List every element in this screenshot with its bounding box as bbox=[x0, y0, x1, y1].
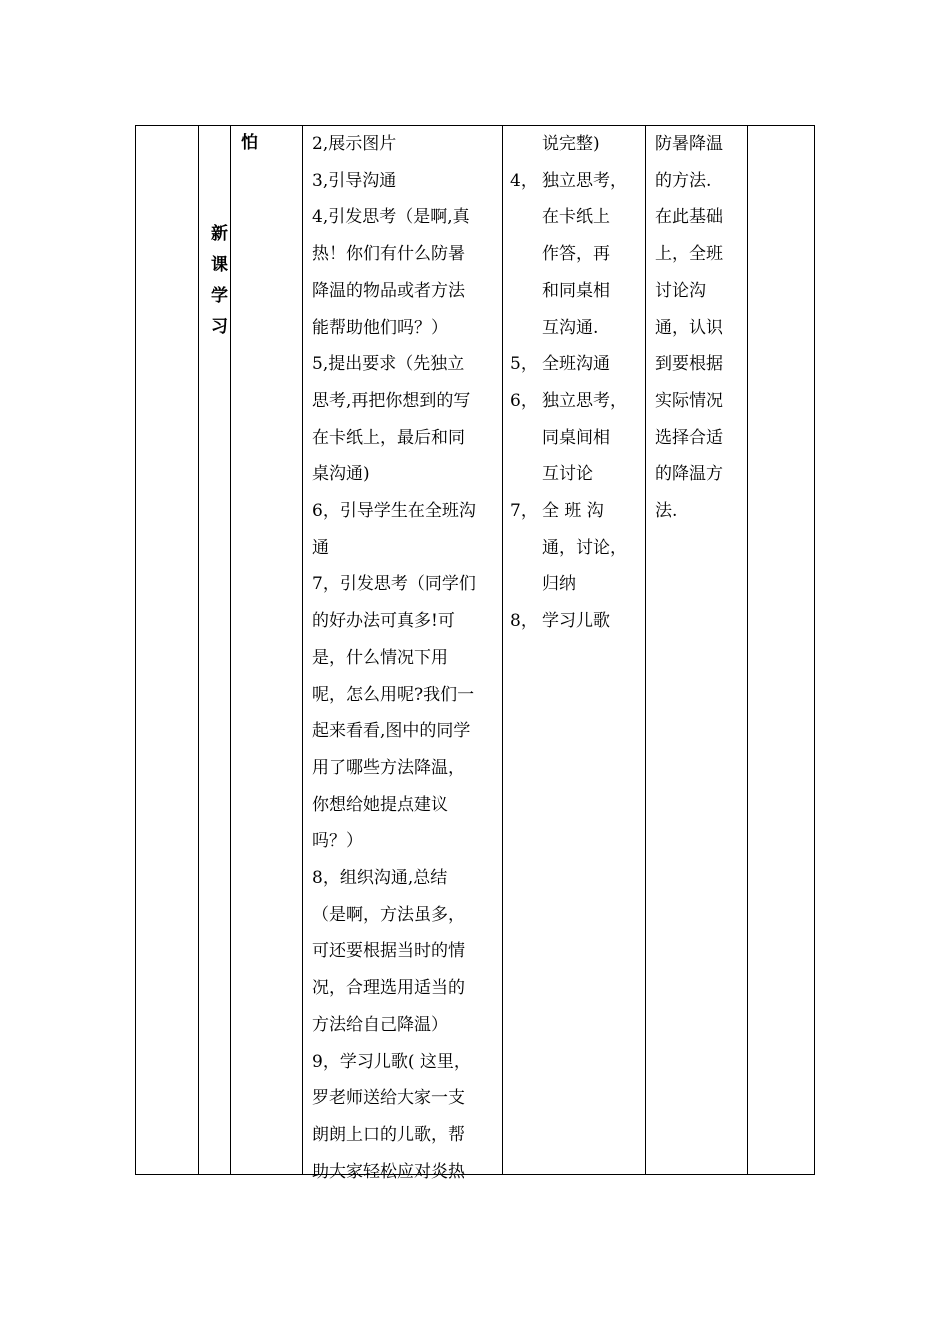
teacher-line: 的好办法可真多!可 bbox=[312, 611, 455, 632]
intent-line: 防暑降温 bbox=[655, 134, 723, 154]
intent-line: 选择合适 bbox=[655, 427, 723, 448]
intent-line: 到要根据 bbox=[655, 354, 723, 375]
teacher-line: 可还要根据当时的情 bbox=[312, 941, 465, 962]
student-line-text: 和同桌相 bbox=[542, 280, 610, 301]
student-line-text: 互讨论 bbox=[542, 464, 593, 485]
teacher-line: 桌沟通) bbox=[312, 464, 370, 485]
teacher-line: 降温的物品或者方法 bbox=[312, 280, 465, 301]
teacher-line: 呢，怎么用呢?我们一 bbox=[312, 684, 475, 705]
student-line-text: 独立思考， bbox=[542, 170, 627, 191]
student-line bbox=[510, 273, 638, 310]
intent-line: 通，认识 bbox=[655, 317, 723, 338]
teacher-line: 6，引导学生在全班沟 bbox=[312, 501, 476, 522]
student-line bbox=[510, 126, 638, 163]
intent-line: 在此基础 bbox=[655, 207, 723, 228]
student-line bbox=[510, 383, 638, 420]
column-divider bbox=[302, 126, 303, 1174]
student-line-number: 6， bbox=[510, 390, 538, 411]
teacher-line: 思考,再把你想到的写 bbox=[312, 390, 471, 411]
teacher-line: 通 bbox=[312, 537, 329, 558]
teacher-line: （是啊，方法虽多， bbox=[312, 904, 465, 925]
student-line-text: 通，讨论， bbox=[542, 537, 627, 558]
student-line bbox=[510, 530, 638, 567]
teacher-line: 助大家轻松应对炎热 bbox=[312, 1161, 465, 1182]
student-line bbox=[510, 236, 638, 273]
student-line bbox=[510, 566, 638, 603]
student-line bbox=[510, 420, 638, 457]
teacher-line: 热！你们有什么防暑 bbox=[312, 244, 465, 265]
lesson-plan-table bbox=[135, 125, 815, 1182]
teacher-line: 是，什么情况下用 bbox=[312, 647, 448, 668]
topic-label: 怕 bbox=[241, 133, 258, 153]
student-line-text: 作答，再 bbox=[542, 244, 610, 265]
teacher-line: 你想给她提点建议 bbox=[312, 794, 448, 815]
teacher-line: 况，合理选用适当的 bbox=[312, 978, 465, 999]
student-activity-cell bbox=[510, 126, 638, 640]
teacher-line: 起来看看,图中的同学 bbox=[312, 721, 471, 742]
student-line-number: 8， bbox=[510, 611, 538, 632]
student-line-text: 说完整) bbox=[542, 134, 600, 154]
teacher-line: 能帮助他们吗？） bbox=[312, 317, 448, 338]
student-line bbox=[510, 603, 638, 640]
intent-line: 法. bbox=[655, 501, 678, 522]
student-line bbox=[510, 163, 638, 200]
intent-line: 实际情况 bbox=[655, 390, 723, 411]
intent-line: 上，全班 bbox=[655, 244, 723, 265]
student-line bbox=[510, 310, 638, 347]
student-line-number: 7， bbox=[510, 501, 538, 522]
student-line bbox=[510, 346, 638, 383]
intent-line: 的降温方 bbox=[655, 464, 723, 485]
teacher-line: 8，组织沟通,总结 bbox=[312, 868, 448, 889]
teacher-line: 5,提出要求（先独立 bbox=[312, 354, 465, 375]
student-line-text: 归纳 bbox=[542, 574, 576, 595]
teacher-line: 2,展示图片 bbox=[312, 134, 397, 154]
teacher-line: 3,引导沟通 bbox=[312, 170, 397, 191]
student-line-text: 全班沟通 bbox=[542, 354, 610, 375]
column-divider bbox=[747, 126, 748, 1174]
student-line-text: 全 班 沟 bbox=[542, 501, 604, 522]
student-line bbox=[510, 199, 638, 236]
teacher-line: 9，学习儿歌( 这里， bbox=[312, 1051, 471, 1072]
teacher-line: 4,引发思考（是啊,真 bbox=[312, 207, 470, 228]
student-line-text: 学习儿歌 bbox=[542, 611, 610, 632]
student-line bbox=[510, 456, 638, 493]
intent-line: 讨论沟 bbox=[655, 280, 706, 301]
column-divider bbox=[645, 126, 646, 1174]
student-line-number: 5， bbox=[510, 354, 538, 375]
design-intent-cell bbox=[655, 126, 739, 530]
student-line-text: 互沟通. bbox=[542, 317, 599, 338]
section-label bbox=[199, 224, 230, 361]
intent-line: 的方法. bbox=[655, 170, 712, 191]
student-line bbox=[510, 493, 638, 530]
teacher-line: 朗朗上口的儿歌，帮 bbox=[312, 1124, 465, 1145]
teacher-activity-cell bbox=[312, 126, 494, 1190]
column-divider bbox=[502, 126, 503, 1174]
student-line-text: 同桌间相 bbox=[542, 427, 610, 448]
teacher-line: 方法给自己降温） bbox=[312, 1014, 448, 1035]
student-line-text: 独立思考， bbox=[542, 390, 627, 411]
teacher-line: 罗老师送给大家一支 bbox=[312, 1088, 465, 1109]
teacher-line: 在卡纸上，最后和同 bbox=[312, 427, 465, 448]
section-label-text: 新课学习 bbox=[207, 224, 227, 348]
teacher-line: 7，引发思考（同学们 bbox=[312, 574, 476, 595]
teacher-line: 用了哪些方法降温， bbox=[312, 757, 465, 778]
teacher-line: 吗？） bbox=[312, 831, 363, 852]
student-line-text: 在卡纸上 bbox=[542, 207, 610, 228]
student-line-number: 4， bbox=[510, 170, 538, 191]
